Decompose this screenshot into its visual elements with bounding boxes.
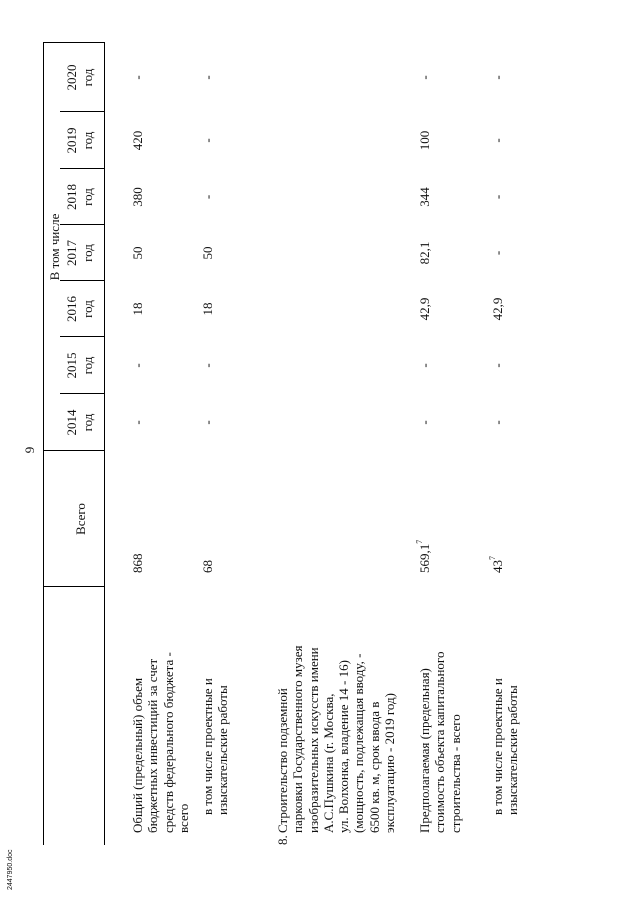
description-line: ул. Волхонка, владение 14 - 16) (336, 660, 352, 833)
year-label-0: 2014 (64, 409, 79, 436)
row-total (200, 560, 215, 573)
row-year-value: 420 (130, 130, 145, 151)
year-label-4: 2018 (64, 184, 79, 210)
row-total (490, 556, 505, 573)
footer-filename: 2447950.doc (7, 849, 14, 890)
year-label-5: 2019 (64, 127, 79, 154)
year-label-1: 2015 (64, 352, 79, 379)
year-unit-4: год (80, 188, 95, 206)
row-year-value: 344 (417, 187, 432, 207)
row-year-value: 18 (130, 302, 145, 316)
row-year-value: - (200, 75, 215, 80)
year-label-3: 2017 (64, 240, 79, 266)
description-line: Общий (предельный) объем (130, 677, 145, 833)
description-line: средств федерального бюджета - (160, 652, 176, 833)
total-value: 43 (490, 560, 505, 573)
row-year-value: 380 (130, 187, 145, 207)
row-year-value: - (490, 250, 505, 256)
description-line: Строительство подземной (275, 688, 290, 833)
year-unit-2: год (80, 300, 95, 318)
description-line: в том числе проектные и (490, 678, 505, 815)
row-year-value: - (200, 194, 215, 200)
row-year-value: - (490, 420, 505, 425)
total-footnote-mark: 7 (415, 539, 424, 544)
row-year-value: 18 (200, 302, 215, 316)
total-footnote-mark: 7 (488, 556, 497, 560)
description-line: изобразительных искусств имени (305, 647, 321, 833)
row-year-value: - (130, 420, 145, 425)
description-line: в том числе проектные и (200, 678, 215, 815)
description-line: бюджетных инвестиций за счет (145, 658, 161, 833)
row-year-value: - (417, 75, 432, 80)
row-year-value: 100 (417, 130, 432, 151)
row-description (200, 678, 231, 815)
row-description (417, 652, 463, 833)
total-value: 868 (130, 553, 145, 573)
description-line: Предполагаемая (предельная) (417, 668, 432, 833)
row-year-value: - (490, 138, 505, 143)
total-value: 569,1 (417, 543, 432, 573)
description-line: строительства - всего (447, 714, 463, 833)
description-line: эксплуатацию - 2019 год) (382, 693, 398, 833)
row-description (130, 652, 191, 833)
year-unit-1: год (80, 356, 95, 375)
header-total: Всего (73, 503, 88, 535)
header-including: В том числе (47, 213, 62, 281)
row-year-value: 50 (200, 246, 215, 260)
year-unit-5: год (80, 131, 95, 150)
description-line: стоимость объекта капитального (432, 651, 448, 833)
row-year-value: - (130, 75, 145, 80)
row-year-value: - (490, 194, 505, 200)
description-line: парковки Государственного музея (290, 645, 306, 833)
total-value: 68 (200, 560, 215, 573)
table-top-border (43, 43, 44, 845)
row-year-value: 42,9 (417, 297, 432, 321)
row-year-value: - (130, 363, 145, 368)
description-line: изыскательские работы (215, 685, 231, 815)
description-line: 6500 кв. м, срок ввода в (366, 701, 382, 833)
row-number: 8. (275, 835, 290, 845)
row-year-value: - (200, 420, 215, 425)
row-description (490, 678, 521, 815)
row-total (417, 540, 432, 573)
row-year-value: - (490, 363, 505, 368)
row-description (275, 646, 397, 833)
year-unit-3: год (80, 244, 95, 262)
row-year-value: 42,9 (490, 297, 505, 321)
row-year-value: - (200, 138, 215, 143)
row-year-value: - (417, 420, 432, 425)
header-bottom-border (104, 43, 105, 845)
row-total (130, 554, 145, 574)
year-label-2: 2016 (64, 296, 79, 322)
year-unit-6: год (80, 68, 95, 87)
row-year-value: - (490, 75, 505, 80)
row-year-value: 82,1 (417, 241, 432, 265)
description-line: изыскательские работы (505, 685, 521, 815)
year-label-6: 2020 (64, 64, 79, 91)
description-line: (мощность, подлежащая вводу, - (351, 653, 367, 833)
description-line: А.С.Пушкина (г. Москва, (320, 693, 336, 833)
row-year-value: - (200, 363, 215, 368)
year-unit-0: год (80, 413, 95, 432)
row-year-value: - (417, 363, 432, 368)
description-line: всего (175, 803, 191, 833)
row-year-value: 50 (130, 246, 145, 260)
page-number: 9 (22, 446, 37, 454)
